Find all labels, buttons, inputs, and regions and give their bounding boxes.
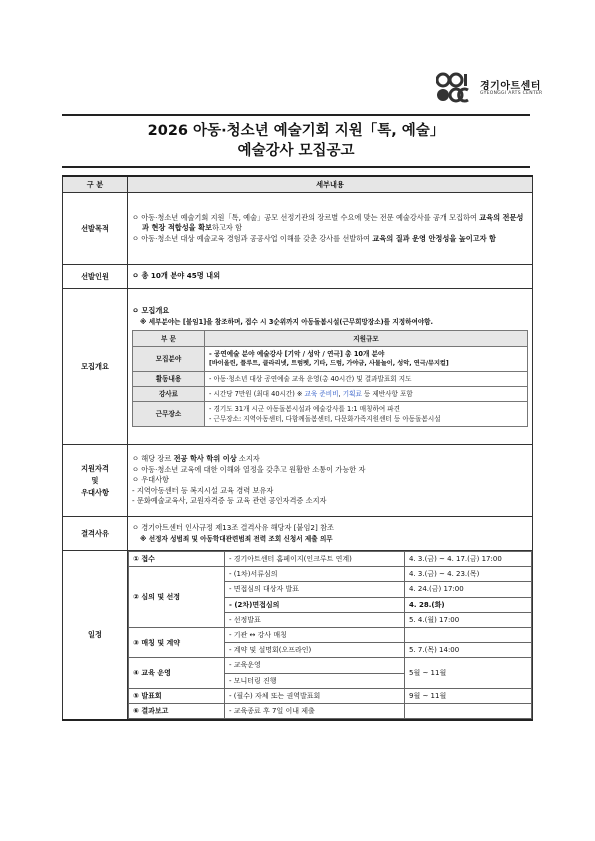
header-category: 구 분 bbox=[63, 176, 128, 193]
disqual-label: 결격사유 bbox=[63, 517, 128, 551]
qualification-item-2: ㅇ 아동·청소년 교육에 대한 이해와 열정을 갖추고 원활한 소통이 가능한 자 bbox=[132, 464, 366, 474]
title-line-1: 2026 아동·청소년 예술기회 지원「톡, 예술」 bbox=[147, 123, 445, 139]
place-line-1: - 경기도 31개 시군 아동돌봄시설과 예술강사를 1:1 매칭하여 파견 bbox=[209, 405, 401, 413]
place-line-2: - 근무장소: 지역아동센터, 다함께돌봄센터, 다문화가족지원센터 등 아동돌봄시설 bbox=[209, 415, 441, 423]
schedule-date: 4. 24.(금) 17:00 bbox=[405, 582, 532, 597]
schedule-task: - 교육운영 bbox=[225, 658, 405, 673]
schedule-date: 4. 28.(화) bbox=[405, 597, 532, 612]
field-line-2: [바이올린, 플루트, 클라리넷, 트럼펫, 기타, 드럼, 가야금, 사물놀이, 성악, 연극/뮤지컬] bbox=[209, 360, 449, 367]
field-label: 모집분야 bbox=[133, 347, 205, 372]
recruit-count: ㅇ 총 10개 분야 45명 내외 bbox=[128, 265, 533, 289]
overview-label: 모집개요 bbox=[63, 289, 128, 445]
purpose-item-1: ㅇ 아동·청소년 예술기회 지원「톡, 예술」공모 선정기관의 장르별 수요에 맞는 전문 예술강사를 공개 모집하여 교육의 전문성과 현장 적합성을 확보하고자 함 bbox=[132, 212, 524, 233]
schedule-task: - 교육종료 후 7일 이내 제출 bbox=[225, 703, 405, 718]
purpose-item-2: ㅇ 아동·청소년 대상 예술교육 경험과 공공사업 이해를 갖춘 강사를 선발하여 교육의 질과 운영 안정성을 높이고자 함 bbox=[132, 233, 496, 243]
schedule-content bbox=[128, 551, 533, 721]
recruitment-table bbox=[62, 175, 533, 721]
qualification-label: 지원자격 및 우대사항 bbox=[63, 445, 128, 517]
place-label: 근무장소 bbox=[133, 402, 205, 427]
schedule-step-2: ② 심의 및 선정 bbox=[129, 567, 225, 628]
logo-subtitle: GYEONGGI ARTS CENTER bbox=[480, 91, 543, 96]
qualification-item-1: ㅇ 해당 장르 전공 학사 학위 이상 소지자 bbox=[132, 454, 260, 464]
schedule-task: - 경기아트센터 홈페이지(인크루트 연계) bbox=[225, 552, 405, 567]
schedule-task: - 선정발표 bbox=[225, 612, 405, 627]
gac-logo-mark-icon bbox=[436, 72, 474, 104]
field-content bbox=[205, 347, 528, 372]
gac-logo bbox=[436, 72, 556, 106]
schedule-date: 5월 ~ 11월 bbox=[405, 658, 532, 688]
schedule-task: - (2차)면접심의 bbox=[225, 597, 405, 612]
recruit-row bbox=[63, 265, 533, 289]
table-header-row bbox=[63, 176, 533, 193]
purpose-content bbox=[128, 193, 533, 265]
qualification-item-5: - 문화예술교육사, 교원자격증 등 교육 관련 공인자격증 소지자 bbox=[132, 496, 327, 506]
schedule-date: 5. 4.(월) 17:00 bbox=[405, 612, 532, 627]
schedule-task: - (필수) 자체 또는 권역발표회 bbox=[225, 688, 405, 703]
schedule-step-1: ① 접수 bbox=[129, 552, 225, 567]
fee-content: - 시간당 7만원 (최대 40시간) ※ 교육 준비비, 기획료 등 제반사항 포함 bbox=[205, 387, 528, 402]
schedule-date: 4. 3.(금) ~ 4. 23.(목) bbox=[405, 567, 532, 582]
schedule-date bbox=[405, 703, 532, 718]
schedule-step-5: ⑤ 발표회 bbox=[129, 688, 225, 703]
overview-row bbox=[63, 289, 533, 445]
schedule-task: - 면접심의 대상자 발표 bbox=[225, 582, 405, 597]
overview-content bbox=[128, 289, 533, 445]
schedule-label: 일정 bbox=[63, 551, 128, 721]
inner-header-section: 부 문 bbox=[133, 331, 205, 347]
recruit-label: 선발인원 bbox=[63, 265, 128, 289]
overview-note: ※ 세부분야는 [붙임1]을 참조하며, 접수 시 3순위까지 아동돌봄시설(근무희망장소)를 지정하여야함. bbox=[140, 317, 434, 326]
inner-header-scale: 지원규모 bbox=[205, 331, 528, 347]
logo-name: 경기아트센터 bbox=[480, 81, 541, 92]
schedule-date bbox=[405, 627, 532, 642]
qualification-item-4: - 지역아동센터 등 복지시설 교육 경력 보유자 bbox=[132, 485, 274, 495]
overview-inner-table bbox=[132, 330, 528, 427]
purpose-row bbox=[63, 193, 533, 265]
schedule-date: 4. 3.(금) ~ 4. 17.(금) 17:00 bbox=[405, 552, 532, 567]
qualification-row bbox=[63, 445, 533, 517]
disqual-row bbox=[63, 517, 533, 551]
schedule-row bbox=[63, 551, 533, 721]
schedule-table bbox=[128, 551, 532, 719]
disqual-item-1: ㅇ 경기아트센터 인사규정 제13조 결격사유 해당자 [붙임2] 참조 bbox=[132, 523, 334, 532]
schedule-step-6: ⑥ 결과보고 bbox=[129, 703, 225, 718]
qualification-content bbox=[128, 445, 533, 517]
field-line-1: - 공연예술 분야 예술강사 [기악 / 성악 / 연극] 총 10개 분야 bbox=[209, 350, 385, 358]
qualification-item-3: ㅇ 우대사항 bbox=[132, 475, 170, 485]
schedule-task: - 기관 ↔ 강사 매칭 bbox=[225, 627, 405, 642]
header-details: 세부내용 bbox=[128, 176, 533, 193]
schedule-step-3: ③ 매칭 및 계약 bbox=[129, 627, 225, 657]
overview-heading: ㅇ 모집개요 bbox=[132, 306, 170, 315]
activity-content: - 아동·청소년 대상 공연예술 교육 운영(총 40시간) 및 결과발표회 지도 bbox=[205, 372, 528, 387]
schedule-task: - 계약 및 설명회(오프라인) bbox=[225, 643, 405, 658]
disqual-content bbox=[128, 517, 533, 551]
fee-label: 강사료 bbox=[133, 387, 205, 402]
schedule-task: - (1차)서류심의 bbox=[225, 567, 405, 582]
schedule-step-4: ④ 교육 운영 bbox=[129, 658, 225, 688]
schedule-date: 5. 7.(목) 14:00 bbox=[405, 643, 532, 658]
title-line-2: 예술강사 모집공고 bbox=[237, 143, 355, 159]
schedule-task: - 모니터링 진행 bbox=[225, 673, 405, 688]
document-title bbox=[62, 114, 530, 168]
disqual-item-2: ※ 선정자 성범죄 및 아동학대관련범죄 전력 조회 신청서 제출 의무 bbox=[140, 534, 333, 543]
place-content bbox=[205, 402, 528, 427]
activity-label: 활동내용 bbox=[133, 372, 205, 387]
schedule-date: 9월 ~ 11월 bbox=[405, 688, 532, 703]
purpose-label: 선발목적 bbox=[63, 193, 128, 265]
